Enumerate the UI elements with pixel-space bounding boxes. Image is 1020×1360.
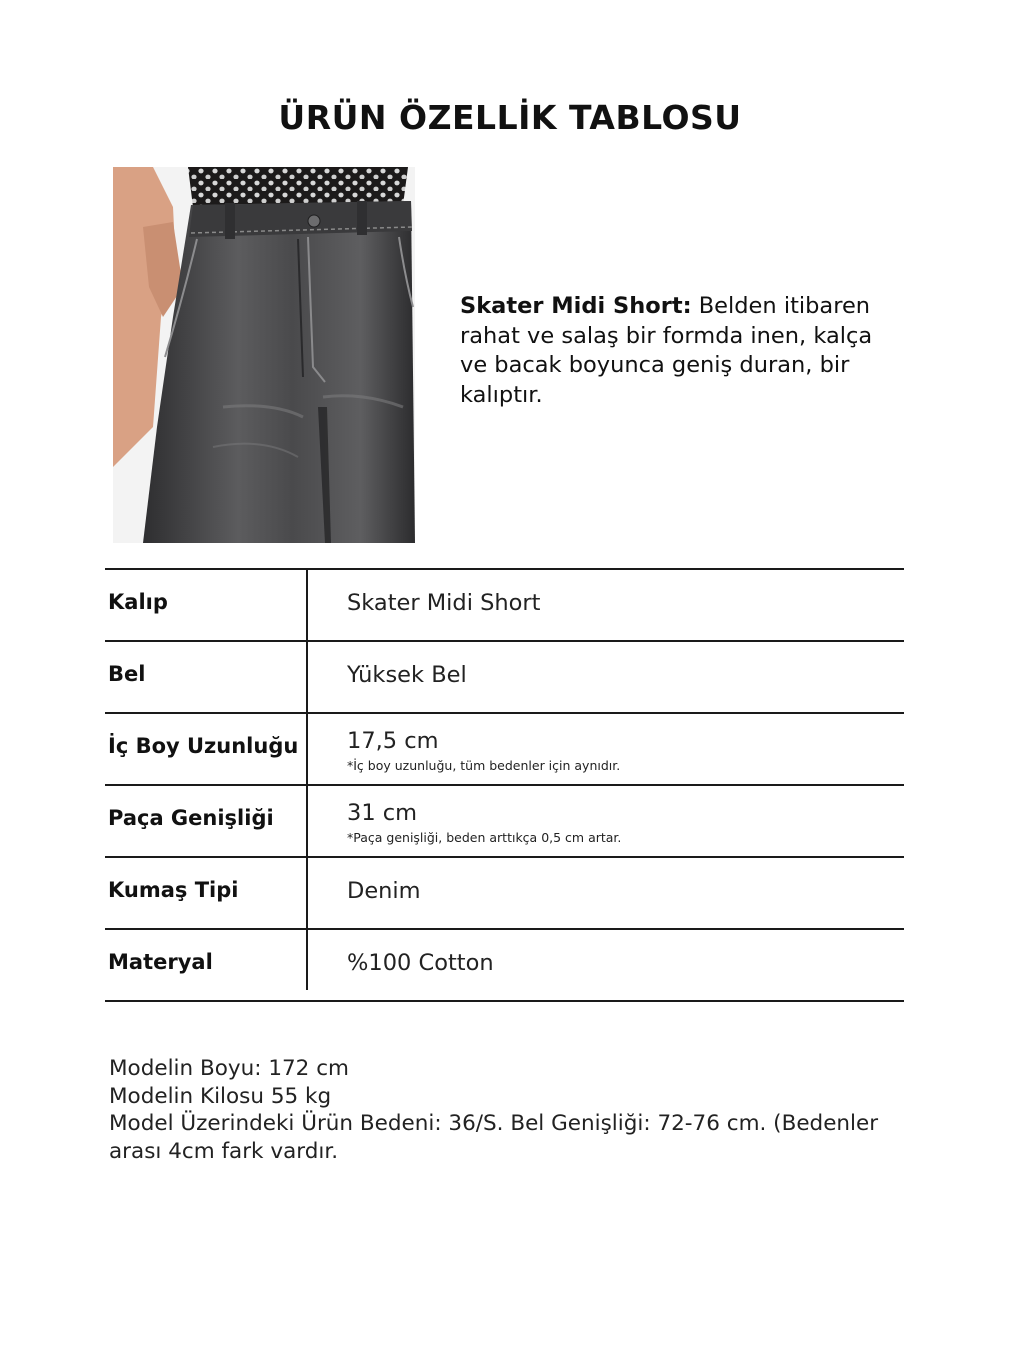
- description-text: Belden itibaren rahat ve salaş bir formda inen, kalça ve bacak boyunca geniş duran, bir kalıptır.: [460, 293, 873, 408]
- spec-table: [105, 568, 904, 1002]
- page-title: ÜRÜN ÖZELLİK TABLOSU: [278, 98, 742, 137]
- spec-label: Kumaş Tipi: [108, 878, 239, 902]
- table-row: [105, 928, 904, 1002]
- model-size-line-2: arası 4cm fark vardır.: [109, 1138, 339, 1164]
- spec-label: Kalıp: [108, 590, 168, 614]
- spec-value: Denim: [347, 878, 421, 904]
- model-size-line-1: Model Üzerindeki Ürün Bedeni: 36/S. Bel Genişliği: 72-76 cm. (Bedenler: [109, 1111, 879, 1136]
- model-height: Modelin Boyu: 172 cm: [109, 1056, 349, 1081]
- table-row: [105, 856, 904, 928]
- spec-value: %100 Cotton: [347, 950, 494, 976]
- table-row: [105, 784, 904, 856]
- table-row: [105, 640, 904, 712]
- spec-label: İç Boy Uzunluğu: [108, 734, 299, 758]
- spec-value: Skater Midi Short: [347, 590, 541, 616]
- spec-value: Yüksek Bel: [347, 662, 467, 688]
- spec-label: Bel: [108, 662, 146, 686]
- spec-label: Paça Genişliği: [108, 806, 274, 830]
- spec-label: Materyal: [108, 950, 213, 974]
- product-photo: [113, 167, 415, 543]
- model-weight: Modelin Kilosu 55 kg: [109, 1083, 332, 1109]
- spec-value: 17,5 cm: [347, 728, 439, 754]
- spec-value: 31 cm: [347, 800, 418, 826]
- product-description: [460, 292, 900, 410]
- model-info: [109, 1055, 909, 1165]
- spec-note: *İç boy uzunluğu, tüm bedenler için aynıdır.: [347, 758, 621, 773]
- spec-note: *Paça genişliği, beden arttıkça 0,5 cm artar.: [347, 830, 622, 845]
- denim-shorts-image: [113, 167, 415, 543]
- description-lead: Skater Midi Short:: [460, 293, 692, 319]
- table-row: [105, 712, 904, 784]
- table-row: [105, 568, 904, 640]
